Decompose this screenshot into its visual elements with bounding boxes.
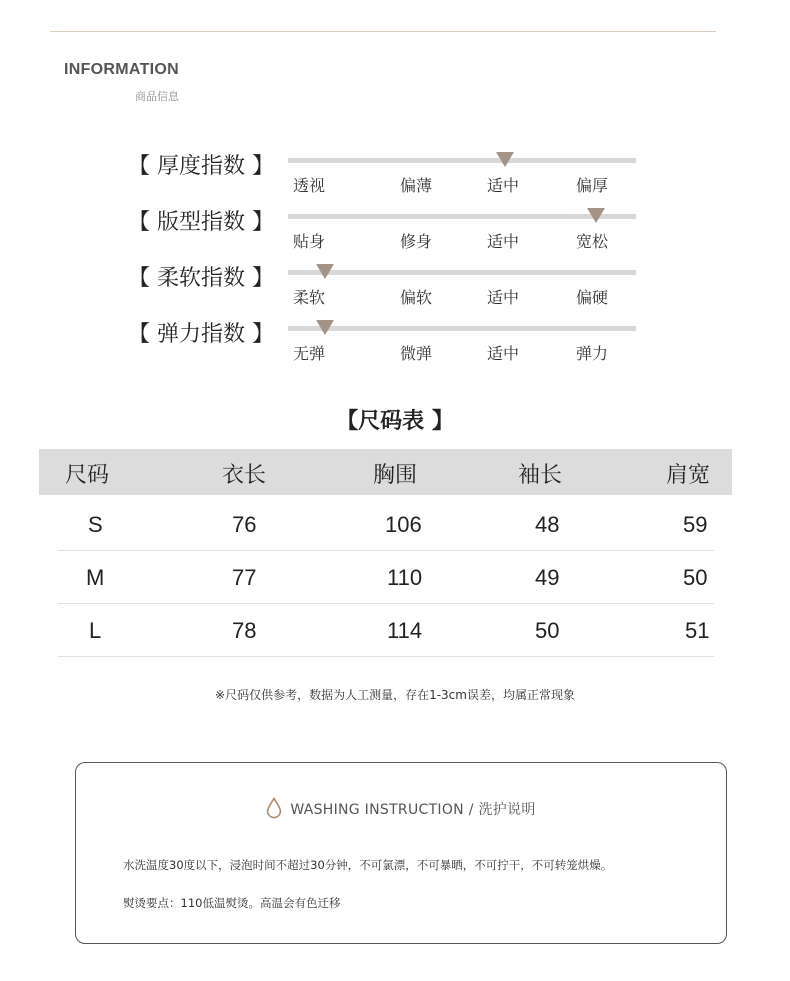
size-table-header xyxy=(39,449,732,495)
index-option: 偏厚 xyxy=(576,176,609,195)
index-bar xyxy=(288,214,636,219)
table-cell: 78 xyxy=(232,618,257,643)
top-divider xyxy=(50,31,716,32)
table-cell: 106 xyxy=(385,512,422,537)
index-option: 偏软 xyxy=(400,288,433,307)
table-cell: 76 xyxy=(232,512,257,537)
index-bar xyxy=(288,326,636,331)
index-marker-icon xyxy=(587,208,605,223)
table-row xyxy=(58,604,714,657)
index-option: 弹力 xyxy=(576,344,609,363)
table-cell: 114 xyxy=(387,618,423,643)
index-label: 【 版型指数 】 xyxy=(128,210,274,235)
index-label: 【 厚度指数 】 xyxy=(128,154,274,179)
index-bar xyxy=(288,158,636,163)
index-option: 适中 xyxy=(487,288,520,307)
index-row-softness xyxy=(0,261,790,317)
table-cell: M xyxy=(86,565,105,590)
section-title-cn: 商品信息 xyxy=(135,90,179,103)
index-label: 【 柔软指数 】 xyxy=(128,266,274,291)
index-row-fit xyxy=(0,205,790,261)
index-option: 柔软 xyxy=(293,288,326,307)
index-option: 无弹 xyxy=(293,344,326,363)
table-cell: 110 xyxy=(387,565,423,590)
index-option: 宽松 xyxy=(576,232,609,251)
table-cell: 77 xyxy=(232,565,257,590)
index-option: 贴身 xyxy=(293,232,326,251)
index-option: 透视 xyxy=(293,176,326,195)
water-drop-icon xyxy=(266,797,282,823)
table-cell: 50 xyxy=(535,618,560,643)
table-cell: 48 xyxy=(535,512,560,537)
size-table-title: 【尺码表 】 xyxy=(336,409,454,434)
index-option: 偏薄 xyxy=(400,176,433,195)
index-option: 偏硬 xyxy=(576,288,609,307)
header-cell-chest: 胸围 xyxy=(373,463,418,488)
washing-line-2: 熨烫要点：110低温熨烫。高温会有色迁移 xyxy=(123,896,341,910)
header-cell-shoulder: 肩宽 xyxy=(666,463,711,488)
table-cell: 49 xyxy=(535,565,560,590)
index-option: 修身 xyxy=(400,232,433,251)
table-cell: L xyxy=(89,618,102,643)
index-marker-icon xyxy=(316,264,334,279)
washing-title-text: WASHING INSTRUCTION / 洗护说明 xyxy=(290,802,536,818)
table-cell: 59 xyxy=(683,512,708,537)
washing-instruction-card xyxy=(75,762,727,944)
table-cell: 50 xyxy=(683,565,708,590)
index-bar xyxy=(288,270,636,275)
header-cell-size: 尺码 xyxy=(65,463,110,488)
index-row-thickness xyxy=(0,149,790,205)
table-cell: S xyxy=(88,512,103,537)
index-marker-icon xyxy=(316,320,334,335)
header-cell-sleeve: 袖长 xyxy=(518,463,563,488)
table-cell: 51 xyxy=(685,618,710,643)
header-cell-length: 衣长 xyxy=(222,463,267,488)
index-option: 适中 xyxy=(487,176,520,195)
index-option: 微弹 xyxy=(400,344,433,363)
washing-line-1: 水洗温度30度以下，浸泡时间不超过30分钟，不可氯漂，不可暴晒，不可拧干，不可转笼烘燥。 xyxy=(123,858,613,872)
index-label: 【 弹力指数 】 xyxy=(128,322,274,347)
table-row xyxy=(58,498,714,551)
washing-title xyxy=(76,797,726,823)
size-note: ※尺码仅供参考，数据为人工测量，存在1-3cm误差，均属正常现象 xyxy=(215,688,575,702)
index-option: 适中 xyxy=(487,344,520,363)
index-marker-icon xyxy=(496,152,514,167)
table-row xyxy=(58,551,714,604)
index-option: 适中 xyxy=(487,232,520,251)
section-title-en: INFORMATION xyxy=(64,61,179,78)
index-row-elasticity xyxy=(0,317,790,373)
